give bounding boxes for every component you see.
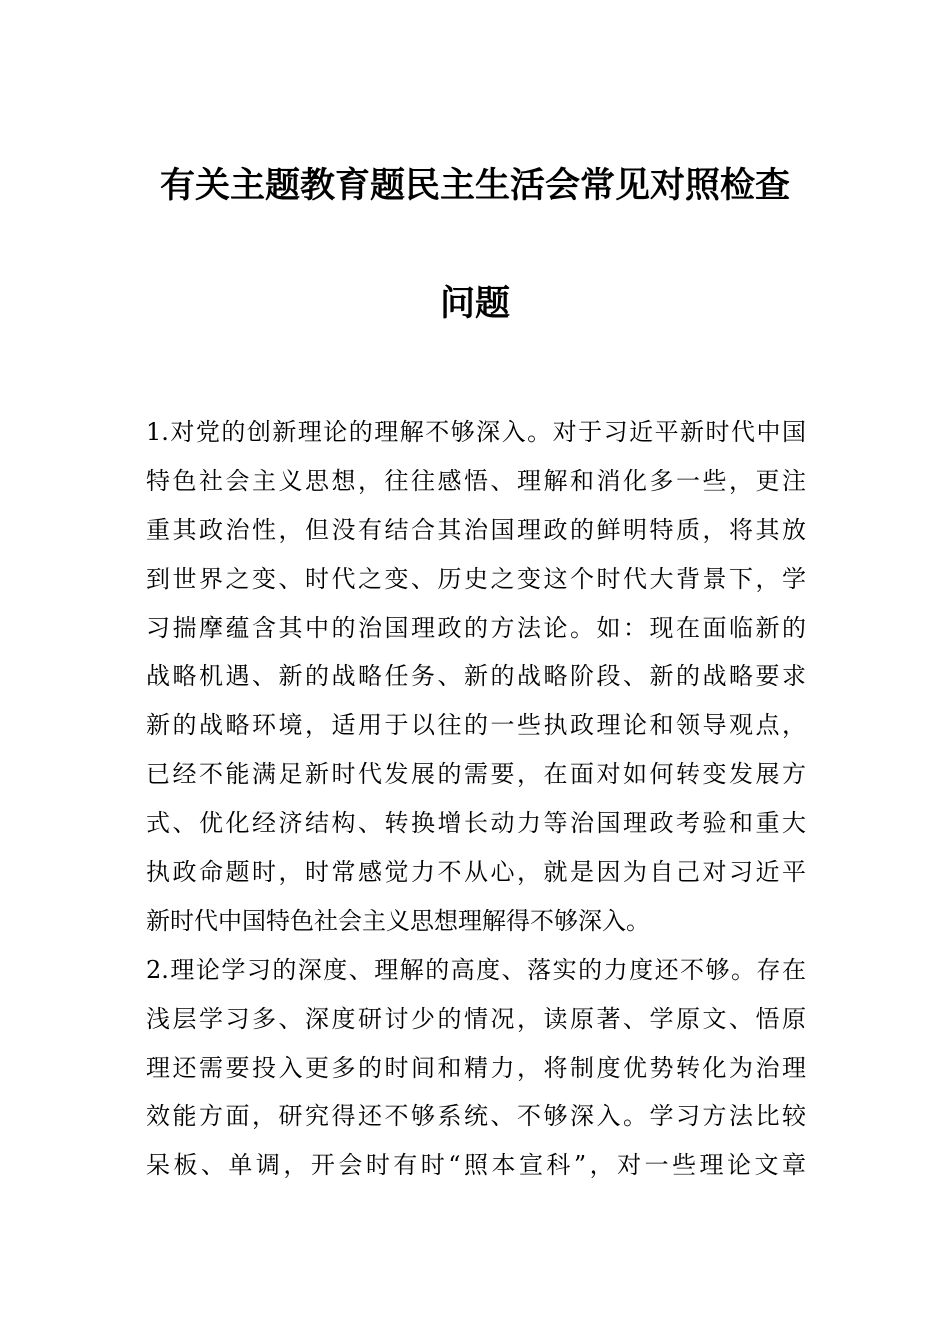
document-title-line-1: 有关主题教育题民主生活会常见对照检查 (159, 165, 790, 206)
body-line: 战略机遇、新的战略任务、新的战略阶段、新的战略要求 (146, 662, 806, 691)
body-line: 效能方面，研究得还不够系统、不够深入。学习方法比较 (146, 1102, 806, 1131)
body-line: 已经不能满足新时代发展的需要，在面对如何转变发展方 (146, 760, 806, 789)
body-line: 新的战略环境，适用于以往的一些执政理论和领导观点， (146, 711, 806, 740)
body-line: 特色社会主义思想，往往感悟、理解和消化多一些，更注 (146, 466, 806, 495)
body-line: 理还需要投入更多的时间和精力，将制度优势转化为治理 (146, 1053, 806, 1082)
document-body (146, 408, 806, 1190)
body-line: 呆板、单调，开会时有时“照本宣科”，对一些理论文章 (146, 1151, 806, 1180)
body-line: 新时代中国特色社会主义思想理解得不够深入。 (146, 906, 650, 935)
body-line: 重其政治性，但没有结合其治国理政的鲜明特质，将其放 (146, 515, 806, 544)
body-line: 1.对党的创新理论的理解不够深入。对于习近平新时代中国 (146, 418, 806, 446)
body-line: 浅层学习多、深度研讨少的情况，读原著、学原文、悟原 (146, 1004, 806, 1033)
body-line: 式、优化经济结构、转换增长动力等治国理政考验和重大 (146, 809, 806, 838)
body-line: 习揣摩蕴含其中的治国理政的方法论。如：现在面临新的 (146, 613, 806, 642)
body-line: 2.理论学习的深度、理解的高度、落实的力度还不够。存在 (146, 955, 806, 984)
body-line: 到世界之变、时代之变、历史之变这个时代大背景下，学 (146, 564, 806, 593)
body-line: 执政命题时，时常感觉力不从心，就是因为自己对习近平 (146, 858, 806, 887)
document-title-line-2: 问题 (439, 283, 510, 324)
